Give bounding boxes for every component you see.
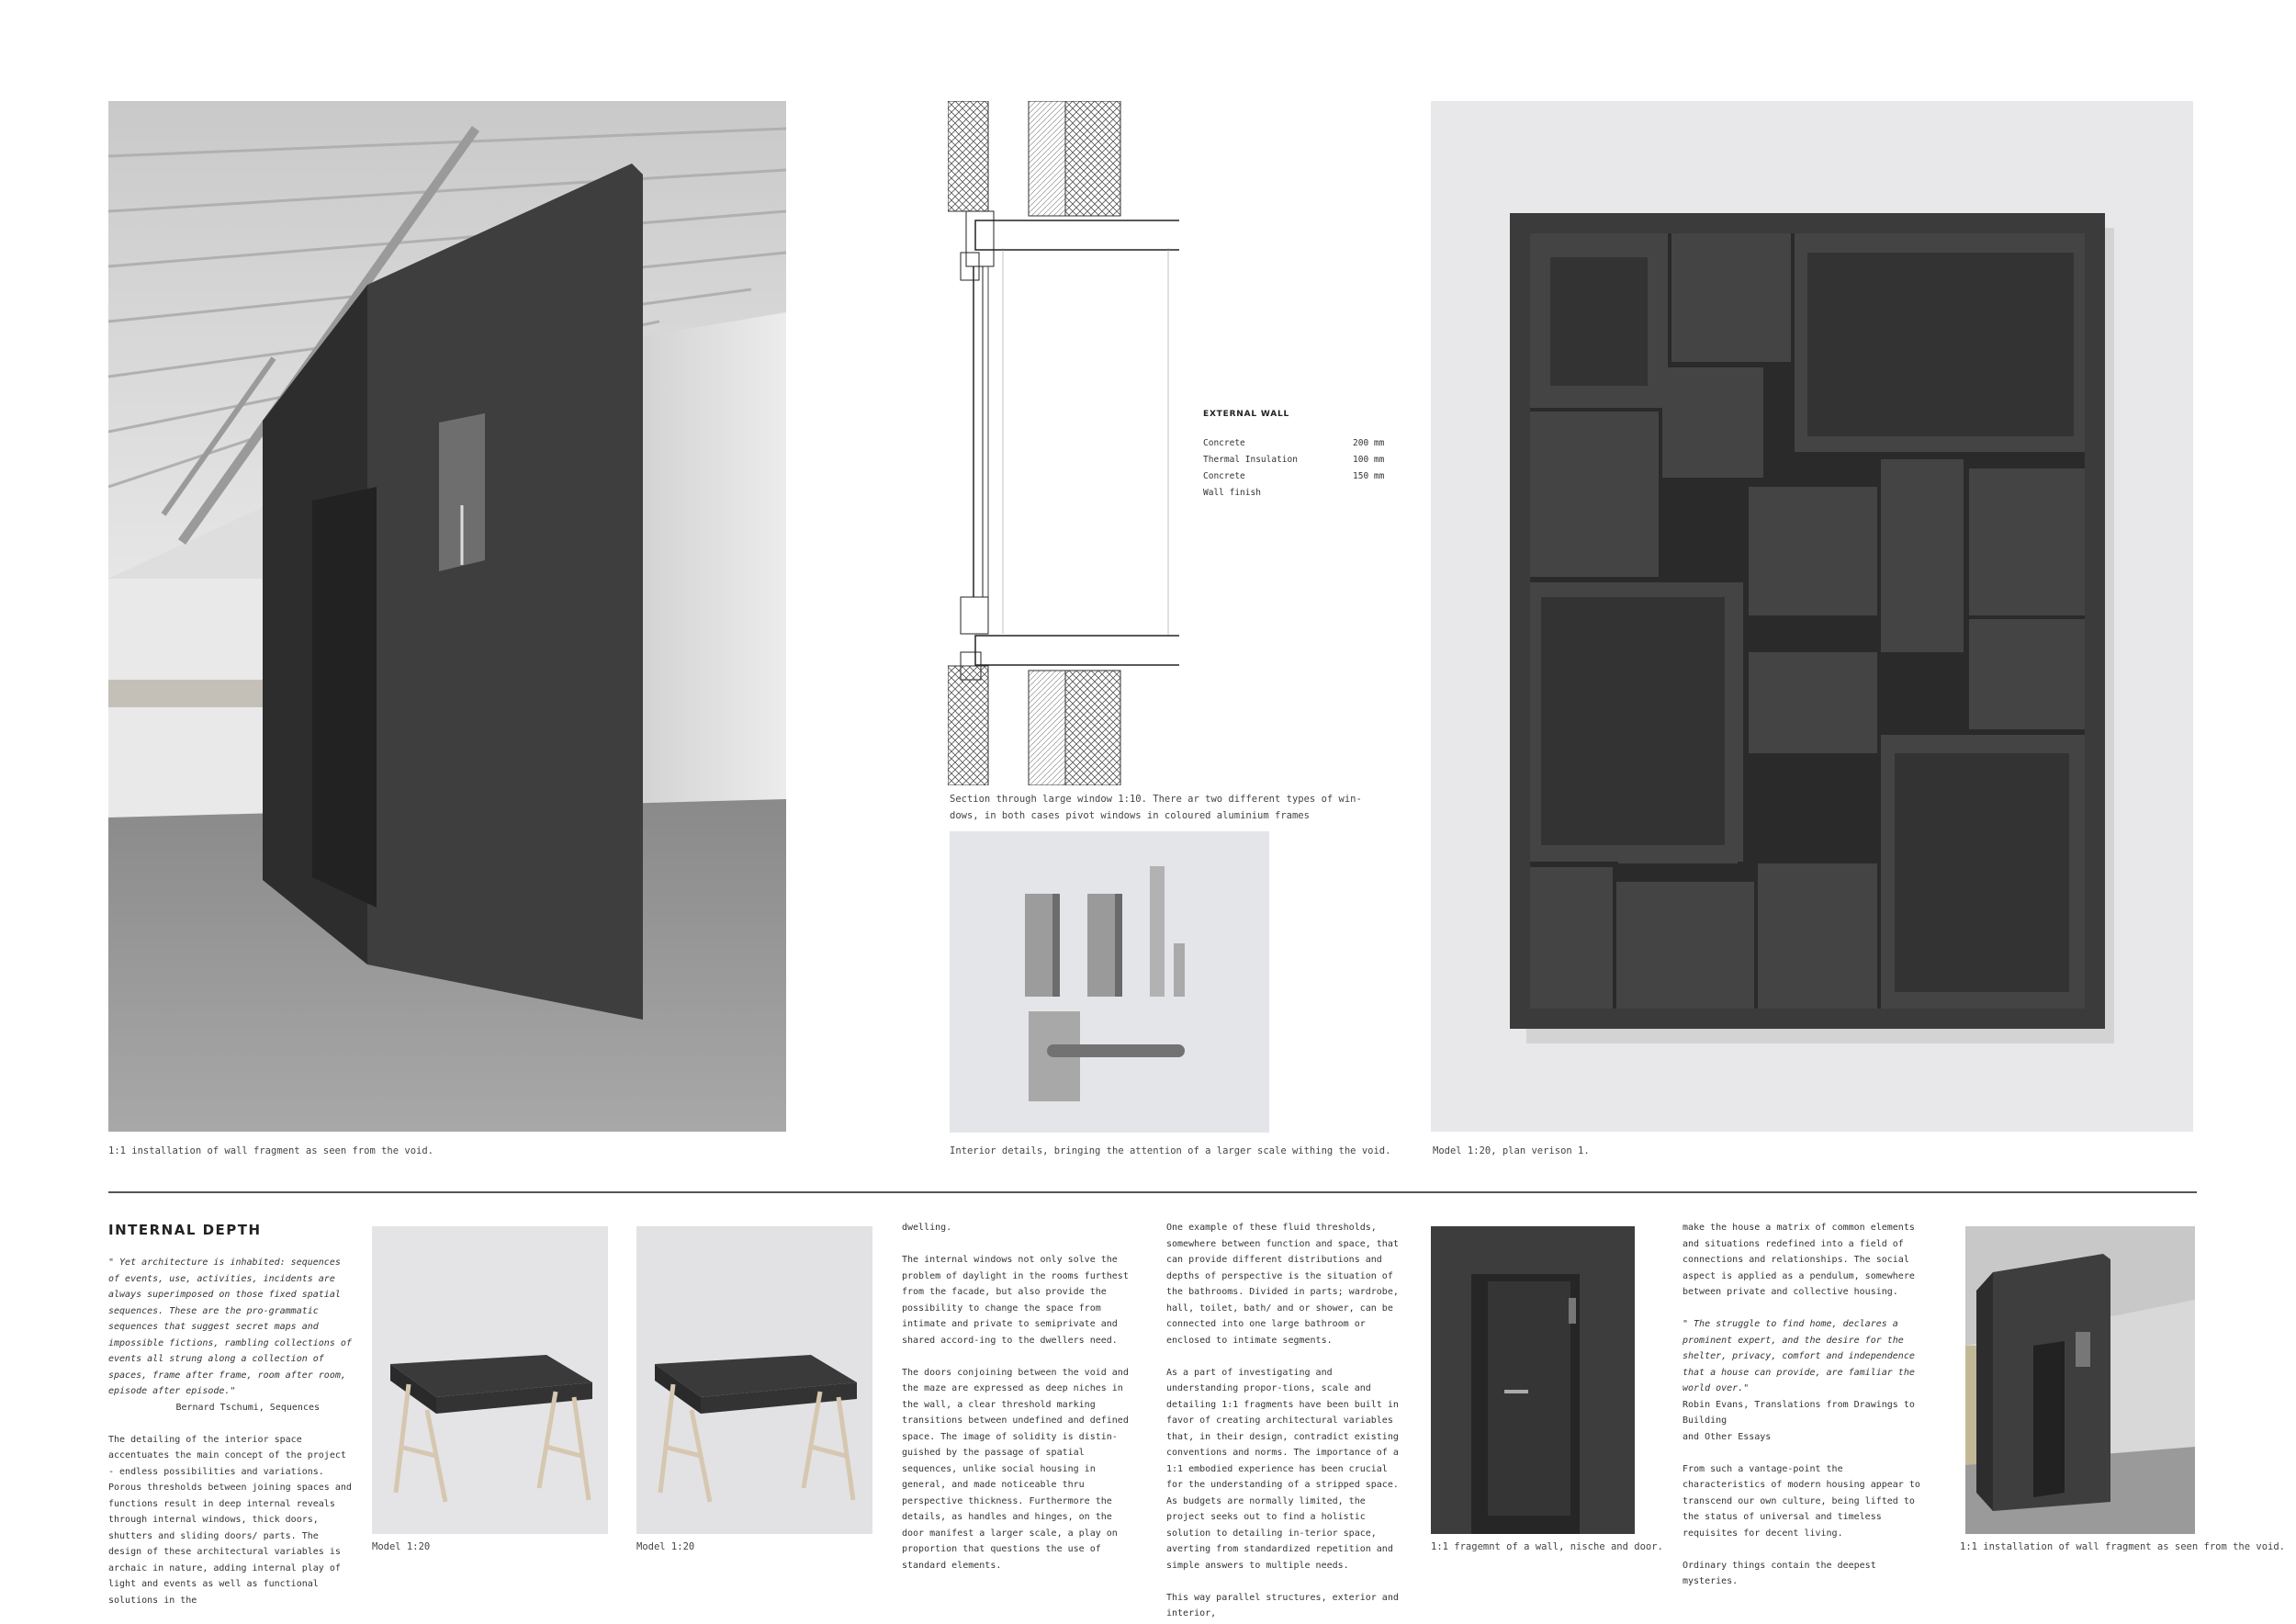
model-plan-photo (1431, 101, 2193, 1132)
spec-row: Concrete 150 mm (1203, 471, 1385, 481)
section-caption-line2: dows, in both cases pivot windows in coloured aluminium frames (950, 810, 1310, 821)
door-photo (1431, 1226, 1635, 1534)
installation-photo-caption: 1:1 installation of wall fragment as seen from the void. (108, 1145, 434, 1156)
external-wall-title: EXTERNAL WALL (1203, 410, 1290, 419)
details-caption: Interior details, bringing the attention of a larger scale withing the void. (950, 1145, 1391, 1156)
column-6-text (1683, 1220, 1921, 1590)
model-left-caption: Model 1:20 (372, 1541, 431, 1552)
column-3-paragraph: The internal windows not only solve the problem of daylight in the rooms furthest from the facade, but also provide the possibility to change the space from intimate and private to semiprivate and shared accord-ing to the dwellers need. (902, 1255, 1129, 1346)
model-photo-left (372, 1226, 608, 1534)
window-section-drawing (948, 101, 1179, 785)
column-3-paragraph: dwelling. (902, 1223, 952, 1233)
evans-quote: " The struggle to find home, declares a prominent expert, and the desire for the shelter, privacy, comfort and independence that a house can provide, are familiar the world over." Robin Evans, Translations from Drawings to Building and Other Essays (1683, 1319, 1915, 1442)
interior-details-photo (950, 831, 1269, 1133)
column-3-text (902, 1220, 1136, 1573)
column-6-paragraph: make the house a matrix of common elements and situations redefined into a field of connections and relationships. The social aspect is applied as a pendulum, somewhere between private and collective housing. (1683, 1223, 1915, 1297)
installation-photo-small (1965, 1226, 2195, 1534)
spec-row: Wall finish (1203, 488, 1261, 498)
column-4-paragraph: As a part of investigating and understanding propor-tions, scale and detailing 1:1 fragments have been built in favor of creating architectural variables that, in their design, contradict existing conventions and norms. The importance of a 1:1 embodied experience has been crucial for the understanding of a stripped space. As budgets are normally limited, the project seeks out to find a holistic solution to detailing in-terior space, averting from standardized repetition and simple answers to multiple needs. (1166, 1367, 1399, 1571)
external-wall-spec (1203, 438, 1405, 504)
column-1-text (108, 1255, 356, 1608)
section-divider (108, 1191, 2197, 1193)
model-photo-right (636, 1226, 872, 1534)
section-heading: INTERNAL DEPTH (108, 1222, 262, 1238)
spec-row: Thermal Insulation 100 mm (1203, 455, 1385, 465)
model-plan-caption: Model 1:20, plan verison 1. (1433, 1145, 1590, 1156)
tschumi-quote: " Yet architecture is inhabited: sequences of events, use, activities, incidents are always superimposed on those fixed spatial sequences. These are the pro-grammatic sequences that suggest secret maps and impossible fictions, rambling collections of events all strung along a collection of spaces, frame after frame, room after room, episode after episode." Bernard Tschumi, Sequences (108, 1257, 352, 1413)
column-4-paragraph: One example of these fluid thresholds, somewhere between function and space, that can provide different distributions and depths of perspective is the situation of the bathrooms. Divided in parts; wardrobe, hall, toilet, bath/ and or shower, can be connected into one large bathroom or enclosed to intimate segments. (1166, 1223, 1399, 1346)
model-right-caption: Model 1:20 (636, 1541, 695, 1552)
column-3-paragraph: The doors conjoining between the void and the maze are expressed as deep niches in the wall, a clear threshold marking transitions between undefined and defined space. The image of solidity is distin-guished by the passage of spatial sequences, unlike social housing in general, and made noticeable thru perspective thickness. Furthermore the details, as handles and hinges, on the door manifest a larger scale, a play on proportion that questions the use of standard elements. (902, 1367, 1129, 1571)
column-6-paragraph: Ordinary things contain the deepest mysteries. (1683, 1560, 1876, 1586)
spec-row: Concrete 200 mm (1203, 438, 1385, 448)
column-4-paragraph: This way parallel structures, exterior and interior, (1166, 1592, 1399, 1618)
column-4-text (1166, 1220, 1405, 1622)
column-1-paragraph: The detailing of the interior space accentuates the main concept of the project - endless possibilities and variations. Porous thresholds between joining spaces and functions result in deep internal reveals through internal windows, thick doors, shutters and sliding doors/ parts. The design of these architectural variables is archaic in nature, adding internal play of light and events as well as functional solutions in the (108, 1434, 352, 1606)
column-6-paragraph: From such a vantage-point the characteristics of modern housing appear to transcend our own culture, being lifted to the status of universal and timeless requisites for decent living. (1683, 1463, 1920, 1539)
door-caption: 1:1 fragemnt of a wall, nische and door. (1431, 1541, 1663, 1552)
last-caption: 1:1 installation of wall fragment as seen from the void. (1960, 1541, 2286, 1552)
installation-photo (108, 101, 786, 1132)
section-caption-line1: Section through large window 1:10. There ar two different types of win- (950, 794, 1362, 805)
